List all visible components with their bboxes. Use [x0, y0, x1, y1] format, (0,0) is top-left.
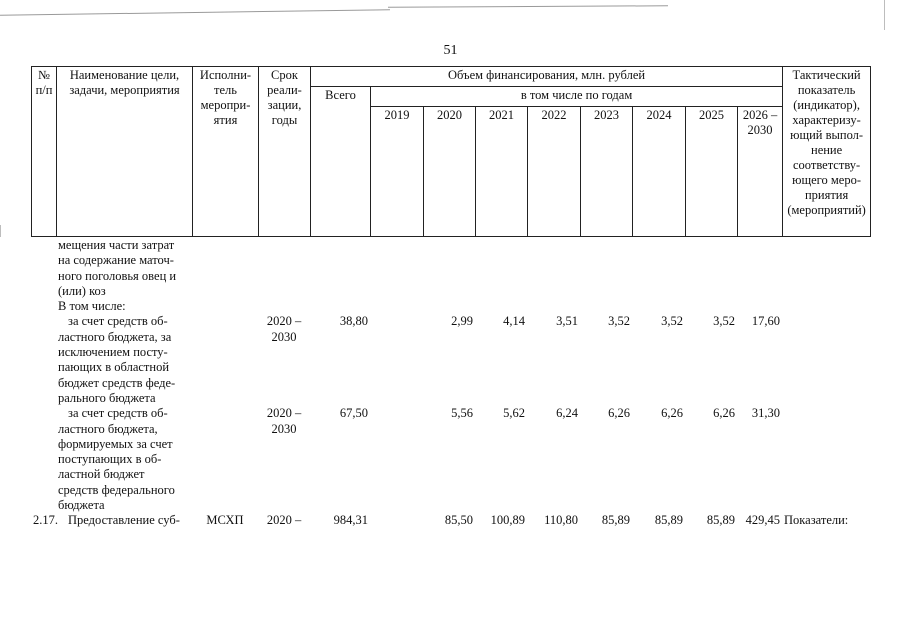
row-name-line: В том числе:: [58, 299, 126, 314]
row-period: [258, 238, 310, 299]
row-indicator: Показатели:: [784, 513, 849, 528]
row-total: [310, 238, 370, 299]
row-period: 2020 – 2030: [266, 406, 302, 436]
row-name-line: (или) коз: [58, 283, 106, 298]
row-year-value: 85,89: [706, 513, 735, 528]
row-year-value: 5,56: [451, 406, 473, 421]
row-name-line: за счет средств об-: [68, 314, 168, 329]
row-name-line: ластного бюджета, за: [58, 329, 172, 344]
row-year-value: [475, 238, 527, 299]
header-year: 2020: [424, 107, 476, 237]
row-number: [31, 314, 56, 406]
table-header: [31, 66, 871, 237]
row-period: 2020 –: [266, 513, 302, 528]
row-year-value: [632, 238, 685, 299]
row-year-value: 429,45: [745, 513, 780, 528]
row-year-value: 6,26: [713, 406, 735, 421]
header-year: 2021: [476, 107, 528, 237]
row-executor: [192, 238, 258, 299]
row-year-value: [737, 238, 782, 299]
header-executor: Исполни-тель меропри-ятия: [193, 67, 259, 237]
row-year-value: 17,60: [751, 314, 780, 329]
header-year: 2019: [371, 107, 424, 237]
row-total: 38,80: [339, 314, 368, 329]
header-year: 2025: [686, 107, 738, 237]
row-year-value: [423, 238, 475, 299]
row-name: [56, 406, 192, 513]
row-year-value: [685, 299, 737, 314]
row-period: [258, 299, 310, 314]
header-year: 2026 – 2030: [738, 107, 783, 237]
row-name-line: формируемых за счет: [58, 436, 173, 451]
row-name-line: ластной бюджет: [58, 467, 145, 482]
header-by-years: в том числе по годам: [371, 87, 783, 107]
row-indicator: [782, 314, 870, 406]
header-year: 2023: [581, 107, 633, 237]
row-name: [56, 238, 192, 299]
row-year-value: 4,14: [503, 314, 525, 329]
row-indicator: [782, 406, 870, 513]
table-row: [31, 314, 870, 406]
row-period: 2020 – 2030: [266, 314, 302, 344]
row-year-value: 5,62: [503, 406, 525, 421]
row-name-line: мещения части затрат: [58, 238, 175, 252]
row-name-line: бюджета: [58, 498, 105, 513]
header-num: № п/п: [32, 67, 57, 237]
table-row: [31, 299, 870, 314]
row-name-line: на содержание маточ-: [58, 253, 174, 268]
scan-edge-line: [388, 5, 668, 7]
row-year-value: [475, 299, 527, 314]
header-year: 2022: [528, 107, 581, 237]
row-executor: [192, 314, 258, 406]
row-year-value: [370, 513, 423, 528]
row-name-line: ластного бюджета,: [58, 421, 158, 436]
row-number: [31, 406, 56, 513]
header-name: Наименование цели, задачи, мероприятия: [57, 67, 193, 237]
header-funding: Объем финансирования, млн. рублей: [311, 67, 783, 87]
row-indicator: [782, 299, 870, 314]
row-year-value: 2,99: [451, 314, 473, 329]
row-year-value: 6,26: [608, 406, 630, 421]
page-number: 51: [443, 43, 458, 58]
row-year-value: [527, 299, 580, 314]
row-name-line: Предоставление суб-: [68, 513, 180, 528]
row-total: [310, 299, 370, 314]
header-period: Срок реали-зации, годы: [259, 67, 311, 237]
row-year-value: 3,52: [713, 314, 735, 329]
row-year-value: [370, 406, 423, 513]
row-name-line: рального бюджета: [58, 390, 156, 405]
scan-margin-mark: [0, 225, 1, 237]
row-indicator: [782, 238, 870, 299]
row-name-line: бюджет средств феде-: [58, 375, 176, 390]
row-name: [56, 314, 192, 406]
row-number: [31, 299, 56, 314]
row-name: [56, 299, 192, 314]
row-year-value: 6,24: [556, 406, 578, 421]
row-year-value: [423, 299, 475, 314]
row-year-value: 3,52: [608, 314, 630, 329]
row-year-value: [370, 314, 423, 406]
row-name-line: ного поголовья овец и: [58, 268, 177, 283]
table-row: [31, 406, 870, 513]
row-name: [56, 513, 192, 528]
row-name-line: за счет средств об-: [68, 406, 168, 421]
row-year-value: 85,89: [654, 513, 683, 528]
row-executor: [192, 299, 258, 314]
table-row: [31, 238, 870, 299]
row-executor: [192, 406, 258, 513]
row-number: 2.17.: [33, 513, 58, 528]
scan-margin-mark: [884, 0, 885, 30]
table-body: [31, 238, 870, 529]
row-year-value: [370, 238, 423, 299]
row-year-value: [632, 299, 685, 314]
row-year-value: 3,51: [556, 314, 578, 329]
row-name-line: средств федерального: [58, 482, 175, 497]
row-year-value: 31,30: [751, 406, 780, 421]
row-year-value: 85,50: [444, 513, 473, 528]
row-name-line: исключением посту-: [58, 345, 168, 360]
row-number: [31, 238, 56, 299]
scan-edge-line: [0, 9, 390, 15]
row-year-value: [580, 238, 632, 299]
header-total: Всего: [311, 87, 371, 237]
row-name-line: поступающих в об-: [58, 452, 162, 467]
table-row: [31, 513, 870, 528]
row-year-value: 85,89: [601, 513, 630, 528]
header-indicator: Тактический показатель (индикатор), характеризу-ющий выпол-нение соответству-ющего меро-приятия (мероприятий): [783, 67, 871, 237]
header-year: 2024: [633, 107, 686, 237]
row-year-value: 3,52: [661, 314, 683, 329]
row-executor: МСХП: [206, 513, 244, 528]
row-year-value: [737, 299, 782, 314]
row-total: 984,31: [333, 513, 368, 528]
row-year-value: 6,26: [661, 406, 683, 421]
row-year-value: [527, 238, 580, 299]
row-year-value: 100,89: [490, 513, 525, 528]
row-total: 67,50: [339, 406, 368, 421]
row-year-value: [370, 299, 423, 314]
row-year-value: [685, 238, 737, 299]
row-year-value: [580, 299, 632, 314]
row-name-line: пающих в областной: [58, 360, 170, 375]
row-year-value: 110,80: [544, 513, 578, 528]
